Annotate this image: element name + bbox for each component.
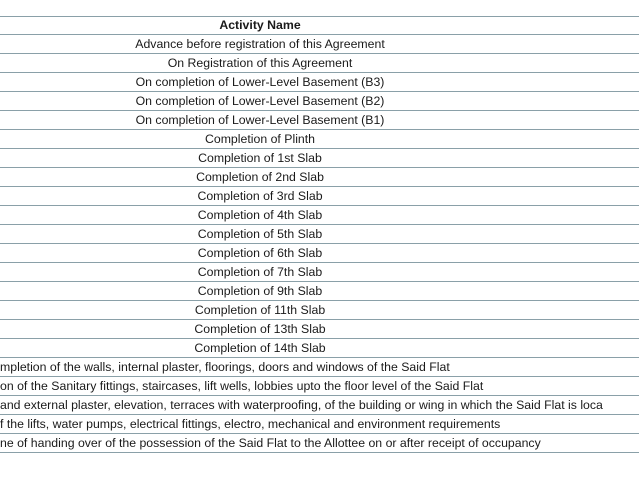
table-row xyxy=(0,320,639,339)
activity-cell: On completion of Lower-Level Basement (B2) xyxy=(135,94,385,108)
activity-cell: Completion of 3rd Slab xyxy=(197,189,323,203)
table-grid xyxy=(0,16,639,453)
table-row xyxy=(0,111,639,130)
table-row xyxy=(0,149,639,168)
table-row xyxy=(0,396,639,415)
activity-cell: Completion of 1st Slab xyxy=(198,151,322,165)
table-row xyxy=(0,339,639,358)
activity-cell: Completion of 13th Slab xyxy=(194,322,326,336)
activity-cell: Completion of 2nd Slab xyxy=(196,170,324,184)
table-row xyxy=(0,35,639,54)
activity-cell: Completion of 7th Slab xyxy=(197,265,323,279)
activity-cell: On completion of Lower-Level Basement (B3) xyxy=(135,75,385,89)
table-row xyxy=(0,244,639,263)
table-row xyxy=(0,130,639,149)
table-row xyxy=(0,92,639,111)
activity-cell: Completion of 11th Slab xyxy=(194,303,326,317)
activity-cell: Completion of 6th Slab xyxy=(197,246,323,260)
table-row xyxy=(0,434,639,453)
table-row xyxy=(0,377,639,396)
activity-cell: Completion of 4th Slab xyxy=(197,208,323,222)
table-row xyxy=(0,225,639,244)
table-row xyxy=(0,415,639,434)
column-header-activity-name: Activity Name xyxy=(219,18,301,32)
table-row xyxy=(0,206,639,225)
activity-cell: f the lifts, water pumps, electrical fittings, electro, mechanical and environment requirements xyxy=(0,417,501,431)
activity-cell: On completion of Lower-Level Basement (B1) xyxy=(135,113,385,127)
table-row xyxy=(0,282,639,301)
activity-cell: On Registration of this Agreement xyxy=(167,56,353,70)
activity-cell: Advance before registration of this Agreement xyxy=(135,37,385,51)
table-row xyxy=(0,168,639,187)
table-row xyxy=(0,263,639,282)
table-row xyxy=(0,358,639,377)
activity-cell: Completion of 14th Slab xyxy=(194,341,326,355)
activity-cell: Completion of 9th Slab xyxy=(197,284,323,298)
activity-cell: and external plaster, elevation, terraces with waterproofing, of the building or wing in which the Said Flat is loca xyxy=(0,398,603,412)
table-row xyxy=(0,301,639,320)
activity-cell: Completion of 5th Slab xyxy=(197,227,323,241)
activity-cell: on of the Sanitary fittings, staircases, lift wells, lobbies upto the floor level of the Said Flat xyxy=(0,379,484,393)
table-row xyxy=(0,187,639,206)
activity-cell: mpletion of the walls, internal plaster, floorings, doors and windows of the Said Flat xyxy=(0,360,450,374)
activity-cell: Completion of Plinth xyxy=(204,132,316,146)
table-row xyxy=(0,54,639,73)
table-header xyxy=(0,17,639,35)
table-row xyxy=(0,73,639,92)
activity-cell: ne of handing over of the possession of the Said Flat to the Allottee on or after receipt of occupancy xyxy=(0,436,541,450)
